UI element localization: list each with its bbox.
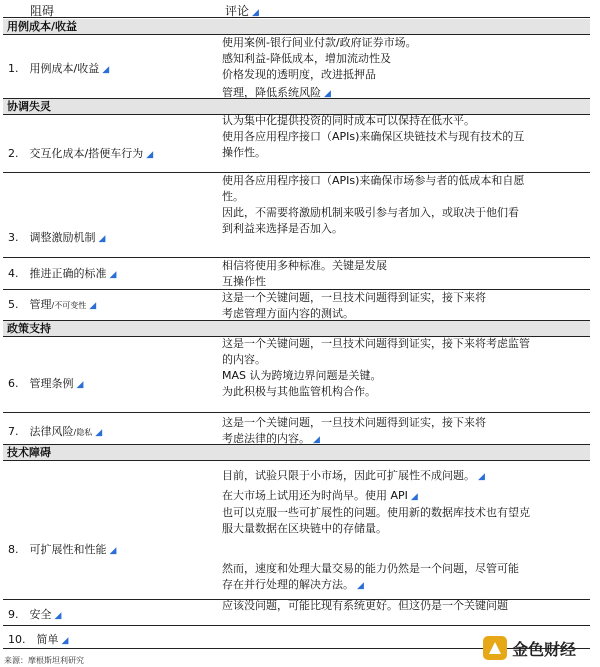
row-label-3: 3. 调整激励机制 ◢ [8, 231, 106, 244]
comment-line: 考虑管理方面内容的测试。 [222, 307, 354, 320]
comment-line: 认为集中化提供投资的同时成本可以保持在低水平。 [222, 114, 475, 127]
comment-line: 也可以克服一些可扩展性的问题。使用新的数据库技术也有望克 [222, 506, 530, 519]
row-label-6: 6. 管理条例 ◢ [8, 377, 84, 390]
col-header-barrier: 阻碍 [30, 4, 55, 18]
comment-line: 因此，不需要将激励机制来吸引参与者加入，或取决于他们看 [222, 206, 519, 219]
comment-line: 使用各应用程序接口（APIs)来确保市场参与者的低成本和自愿 [222, 174, 525, 187]
section-bar [3, 321, 590, 336]
section-title-tech: 技术障碍 [7, 446, 51, 459]
watermark-text: 金色财经 [512, 640, 577, 659]
comment-line: 操作性。 [222, 146, 266, 159]
section-bar [3, 99, 590, 114]
section-bar [3, 445, 590, 460]
comment-line: 为此积极与其他监管机构合作。 [222, 385, 376, 398]
row-comment-6 [222, 336, 592, 400]
comment-line: 存在并行处理的解决方法。 ◢ [222, 578, 364, 591]
row-label-1: 1. 用例成本/收益 ◢ [8, 62, 110, 75]
source-note: 来源：摩根斯坦利研究 [4, 656, 84, 665]
row-comment-3 [222, 173, 592, 237]
comment-line: 感知利益-降低成本，增加流动性及 [222, 52, 391, 65]
comment-line: 管理，降低系统风险 ◢ [222, 86, 331, 99]
row-comment-8 [222, 468, 592, 594]
comment-line: 到利益来选择是否加入。 [222, 222, 343, 235]
comment-line: 在大市场上试用还为时尚早。使用 API ◢ [222, 489, 418, 502]
row-label-5: 5. 管理/不可变性 ◢ [8, 298, 97, 311]
section-title-policy: 政策支持 [7, 322, 51, 335]
comment-line: 然而，速度和处理大量交易的能力仍然是一个问题，尽管可能 [222, 562, 519, 575]
row-comment-9 [222, 598, 592, 614]
row-comment-5 [222, 290, 592, 322]
section-title-cost-benefit: 用例成本/收益 [7, 20, 78, 33]
comment-line: 目前，试验只限于小市场，因此可扩展性不成问题。 ◢ [222, 469, 485, 482]
row-comment-1 [222, 35, 592, 102]
comment-line: 这是一个关键问题，一旦技术问题得到证实，接下来将考虑监管 [222, 337, 530, 350]
divider [3, 625, 590, 626]
comment-line: 这是一个关键问题，一旦技术问题得到证实，接下来将 [222, 416, 486, 429]
divider [3, 460, 590, 461]
row-label-4: 4. 推进正确的标准 ◢ [8, 267, 117, 280]
section-title-coordination: 协调失灵 [7, 100, 51, 113]
row-label-2: 2. 交互化成本/搭便车行为 ◢ [8, 147, 154, 160]
row-comment-2 [222, 113, 592, 161]
section-bar [3, 19, 590, 34]
comment-line: 互操作性 [222, 275, 266, 288]
row-comment-4 [222, 258, 592, 290]
comment-line: 应该没问题，可能比现有系统更好。但这仍是一个关键问题 [222, 599, 508, 612]
row-label-9: 9. 安全 ◢ [8, 608, 62, 621]
comment-line: MAS 认为跨境边界问题是关键。 [222, 369, 382, 382]
comment-line: 服大量数据在区块链中的存储量。 [222, 522, 387, 535]
row-label-7: 7. 法律风险/隐私 ◢ [8, 425, 103, 438]
row-label-10: 10. 简单 ◢ [8, 633, 69, 646]
row-label-8: 8. 可扩展性和性能 ◢ [8, 543, 117, 556]
col-header-comment: 评论 ◢ [225, 4, 259, 18]
comment-line: 价格发现的透明度，改进抵押品 [222, 68, 376, 81]
comment-line: 的内容。 [222, 353, 266, 366]
divider [3, 17, 590, 18]
comment-line: 这是一个关键问题，一旦技术问题得到证实，接下来将 [222, 291, 486, 304]
comment-line: 使用各应用程序接口（APIs)来确保区块链技术与现有技术的互 [222, 130, 525, 143]
comment-line: 相信将使用多种标准。关键是发展 [222, 259, 387, 272]
divider [3, 412, 590, 413]
comment-line: 考虑法律的内容。 ◢ [222, 432, 320, 445]
watermark-logo [482, 633, 592, 663]
comment-line: 使用案例-银行间业付款/政府证券市场。 [222, 36, 417, 49]
comment-line: 性。 [222, 190, 244, 203]
